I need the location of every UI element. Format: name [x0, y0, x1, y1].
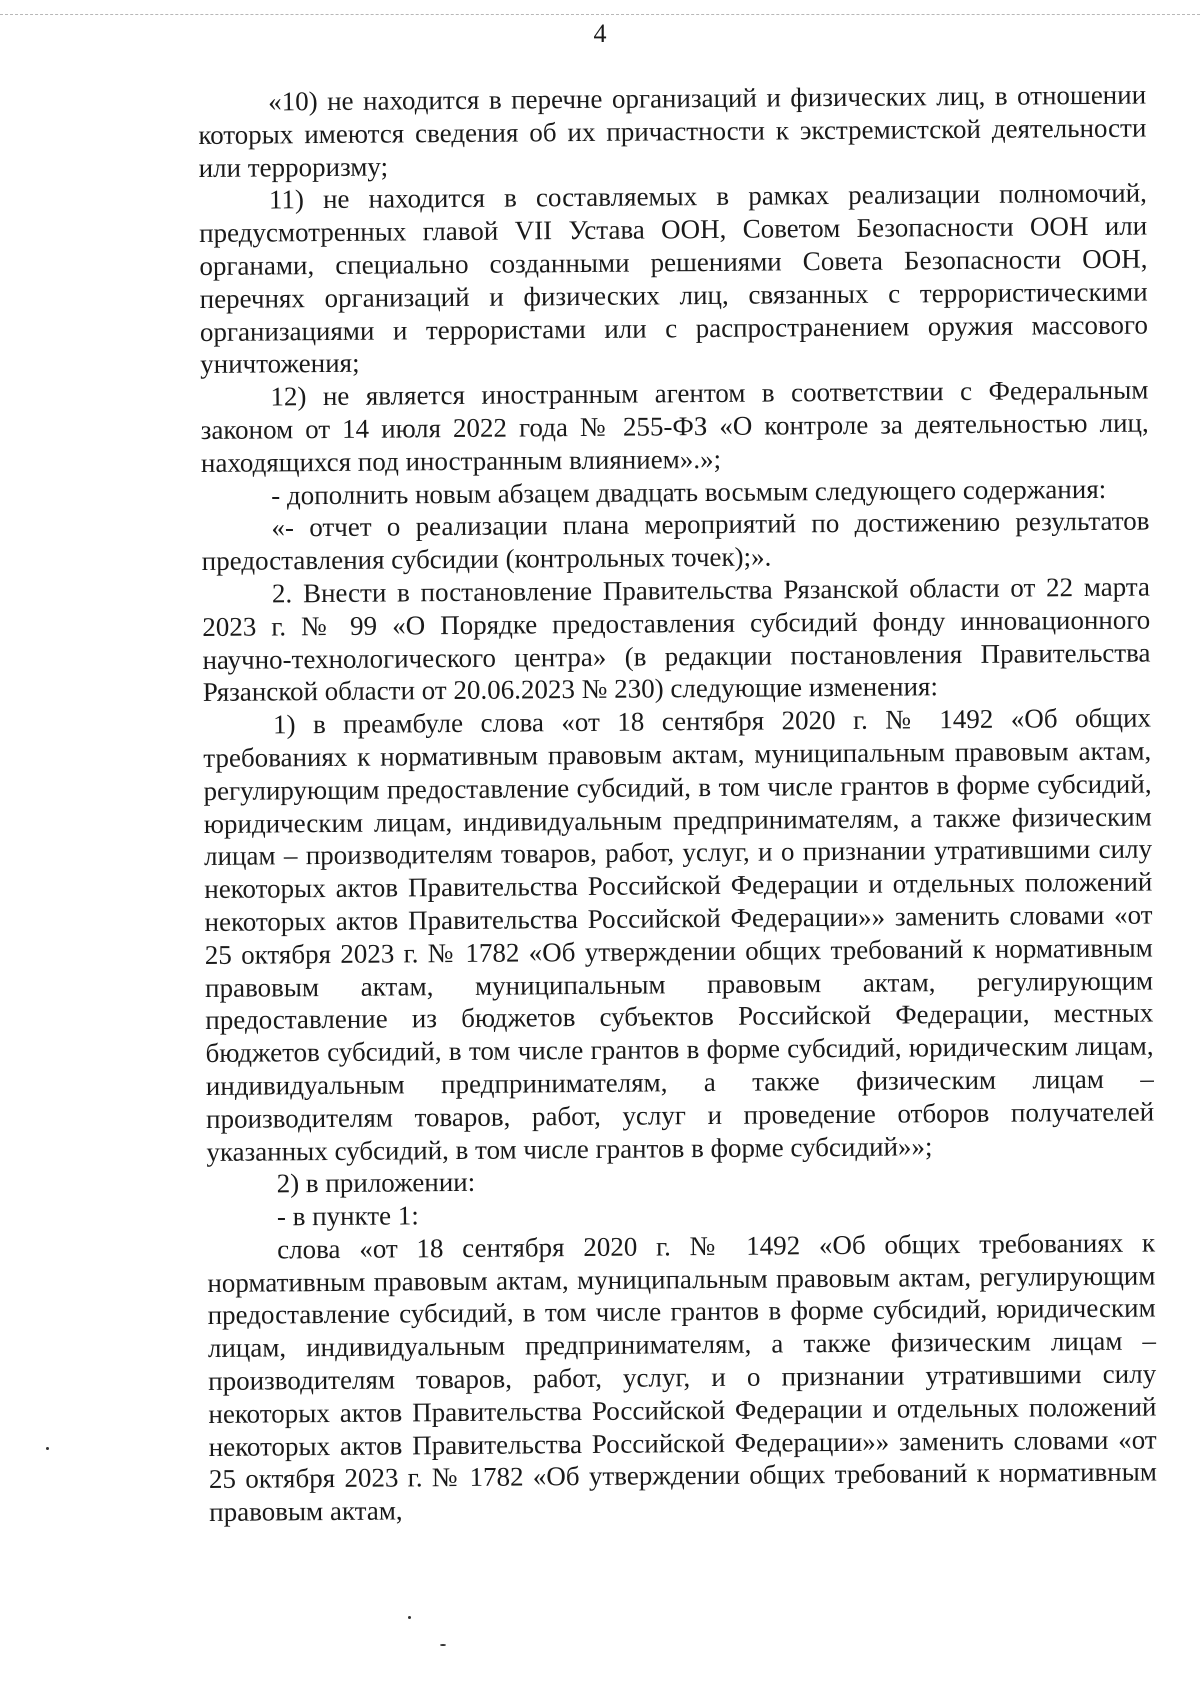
paragraph-words-replace: слова «от 18 сентября 2020 г. № 1492 «Об общих требованиях к нормативным правовым актам, муниципальным правовым актам, регулирующим предоставление субсидий, в том числе грантов в форме субсидий, юридическим лицам, индивидуальным предпринимателям, а также физическим лицам – производителям товаров, работ, услуг, и о признании утратившими силу некоторых актов Правительства Российской Федерации и отдельных положений некоторых актов Правительства Российской Федерации»» заменить словами «от 25 октября 2023 г. № 1782 «Об утверждении общих требований к нормативным правовым актам, — [207, 1227, 1158, 1528]
scan-speck — [408, 1616, 411, 1619]
scan-speck — [440, 1644, 446, 1646]
paragraph-point-1: - в пункте 1: — [276, 1200, 419, 1232]
paragraph-item-11: 11) не находится в составляемых в рамках реализации полномочий, предусмотренных главой VII Устава ООН, Советом Безопасности ООН или органами, специально созданными решениями Совета Безопасности ООН, перечнях организаций и физических лиц, связанных с террористическими организациями и террористами или с распространением оружия массового уничтожения; — [199, 177, 1149, 380]
scan-speck — [46, 1447, 49, 1450]
paragraph-item-10: «10) не находится в перечне организаций и физических лиц, в отношении которых имеются сведения об их причастности к экстремистской деятельности или терроризму; — [198, 79, 1147, 183]
paragraph-add-abzac: - дополнить новым абзацем двадцать восьмым следующего содержания: — [271, 473, 1107, 510]
paragraph-preamble: 1) в преамбуле слова «от 18 сентября 2020 г. № 1492 «Об общих требованиях к нормативным правовым актам, муниципальным правовым актам, регулирующим предоставление субсидий, в том числе грантов в форме субсидий, юридическим лицам, индивидуальным предпринимателям, а также физическим лицам – производителям товаров, работ, услуг, и о признании утратившими силу некоторых актов Правительства Российской Федерации и отдельных положений некоторых актов Правительства Российской Федерации»» заменить словами «от 25 октября 2023 г. № 1782 «Об утверждении общих требований к нормативным правовым актам, муниципальным правовым актам, регулирующим предоставление из бюджетов субъектов Российской Федерации, местных бюджетов субсидий, в том числе грантов в форме субсидий, юридическим лицам, индивидуальным предпринимателям, а также физическим лицам – производителям товаров, работ, услуг и проведение отборов получателей указанных субсидий, в том числе грантов в форме субсидий»»; — [203, 702, 1155, 1167]
page-number: 4 — [593, 19, 607, 48]
paragraph-item-12: 12) не является иностранным агентом в соответствии с Федеральным законом от 14 июля 2022 года № 255-ФЗ «О контроле за деятельностью лиц, находящихся под иностранным влиянием».»; — [200, 374, 1149, 478]
paragraph-report-line: «- отчет о реализации плана мероприятий по достижению результатов предоставления субсидии (контрольных точек);». — [201, 505, 1150, 577]
paragraph-appendix: 2) в приложении: — [276, 1167, 476, 1199]
paragraph-section-2: 2. Внести в постановление Правительства Рязанской области от 22 марта 2023 г. № 99 «О Порядке предоставления субсидий фонду инновационного научно-технологического центра» (в редакции постановления Правительства Рязанской области от 20.06.2023 № 230) следующие изменения: — [202, 571, 1151, 708]
scan-edge-line — [0, 14, 1200, 15]
document-body — [198, 79, 1157, 1529]
